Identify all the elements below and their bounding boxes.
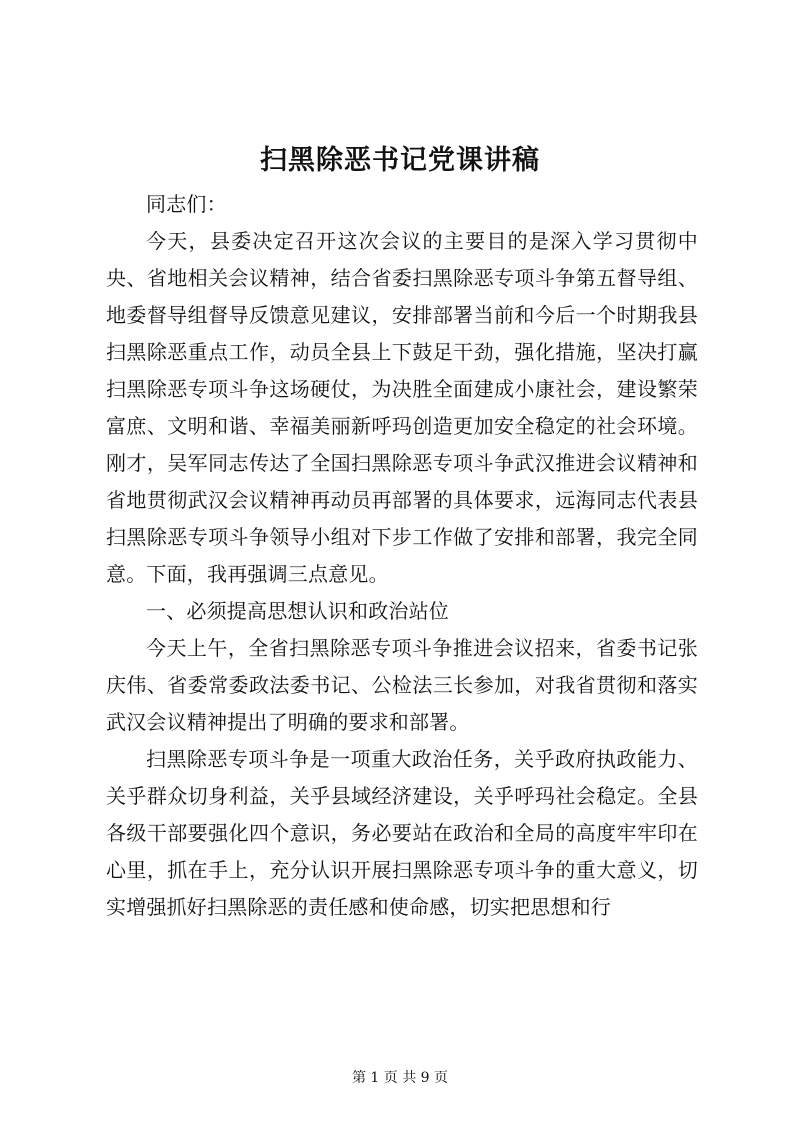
section-heading: 一、必须提高思想认识和政治站位 [146, 599, 449, 623]
document-title: 扫黑除恶书记党课讲稿 [260, 145, 540, 176]
body-paragraph: 今天上午，全省扫黑除恶专项斗争推进会议招来，省委书记张庆伟、省委常委政法委书记、公检法三长参加，对我省贯彻和落实武汉会议精神提出了明确的要求和部署。 [106, 636, 698, 734]
salutation-paragraph: 同志们： [146, 192, 227, 216]
body-paragraph: 扫黑除恶专项斗争是一项重大政治任务，关乎政府执政能力、关乎群众切身利益，关乎县域经济建设，关乎呼玛社会稳定。全县各级干部要强化四个意识，务必要站在政治和全局的高度牢牢印在心里，抓在手上，充分认识开展扫黑除恶专项斗争的重大意义，切实增强抓好扫黑除恶的责任感和使命感，切实把思想和行 [106, 747, 698, 919]
document-body [106, 186, 698, 926]
page-number-footer: 第 1 页 共 9 页 [351, 1070, 449, 1086]
opening-paragraph: 今天，县委决定召开这次会议的主要目的是深入学习贯彻中央、省地相关会议精神，结合省委扫黑除恶专项斗争第五督导组、地委督导组督导反馈意见建议，安排部署当前和今后一个时期我县扫黑除恶重点工作，动员全县上下鼓足干劲，强化措施，坚决打赢扫黑除恶专项斗争这场硬仗，为决胜全面建成小康社会，建设繁荣富庶、文明和谐、幸福美丽新呼玛创造更加安全稳定的社会环境。刚才，吴军同志传达了全国扫黑除恶专项斗争武汉推进会议精神和省地贯彻武汉会议精神再动员再部署的具体要求，远海同志代表县扫黑除恶专项斗争领导小组对下步工作做了安排和部署，我完全同意。下面，我再强调三点意见。 [106, 229, 698, 586]
